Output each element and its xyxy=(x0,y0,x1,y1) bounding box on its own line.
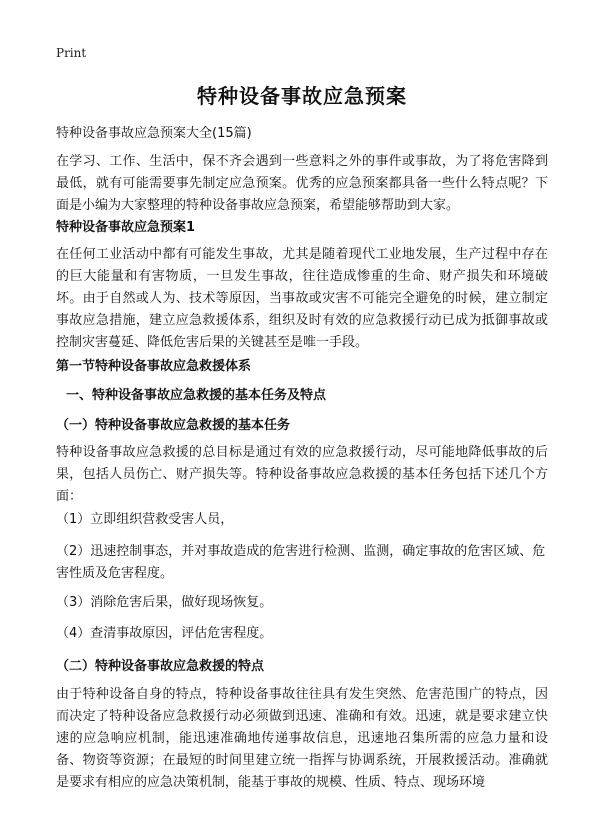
task-item-1: （1）立即组织营救受害人员， xyxy=(56,512,234,527)
subsection-heading-1: 一、特种设备事故应急救援的基本任务及特点 xyxy=(66,388,327,403)
document-title: 特种设备事故应急预案 xyxy=(197,84,407,108)
document-subtitle: 特种设备事故应急预案大全(15篇) xyxy=(56,126,252,141)
section1-paragraph: 在任何工业活动中都有可能发生事故，尤其是随着现代工业地发展，生产过程中存在的巨大能量和有害物质，一旦发生事故，往往造成惨重的生命、财产损失和环境破坏。由于自然或人为、技术等原因，当事故或灾害不可能完全避免的时候，建立制定事故应急措施，建立应急救援体系，组织及时有效的应急救援行动已成为抵御事故或控制灾害蔓延、降低危害后果的关键甚至是唯一手段。 xyxy=(56,247,548,350)
intro-paragraph: 在学习、工作、生活中，保不齐会遇到一些意料之外的事件或事故，为了将危害降到最低，就有可能需要事先制定应急预案。优秀的应急预案都具备一些什么特点呢？下面是小编为大家整理的特种设备事故应急预案，希望能够帮助到大家。 xyxy=(56,154,548,213)
task-item-3: （3）消除危害后果，做好现场恢复。 xyxy=(56,595,273,610)
task-item-4: （4）查清事故原因，评估危害程度。 xyxy=(56,626,273,641)
subsection-heading-3: （二）特种设备事故应急救援的特点 xyxy=(56,659,265,674)
task-paragraph: 特种设备事故应急救援的总目标是通过有效的应急救援行动，尽可能地降低事故的后果，包括人员伤亡、财产损失等。特种设备事故应急救援的基本任务包括下述几个方面： xyxy=(56,445,548,504)
print-label[interactable]: Print xyxy=(56,46,87,60)
chapter-heading: 第一节特种设备事故应急救援体系 xyxy=(56,359,252,374)
features-paragraph: 由于特种设备自身的特点，特种设备事故往往具有发生突然、危害范围广的特点，因而决定了特种设备应急救援行动必须做到迅速、准确和有效。迅速，就是要求建立快速的应急响应机制，能迅速准确地传递事故信息，迅速地召集所需的应急力量和设备、物资等资源；在最短的时间里建立统一指挥与协调系统，开展救援活动。准确就是要求有相应的应急决策机制，能基于事故的规模、性质、特点、现场环境 xyxy=(56,687,548,790)
task-item-2: （2）迅速控制事态，并对事故造成的危害进行检测、监测，确定事故的危害区域、危害性质及危害程度。 xyxy=(56,544,546,581)
subsection-heading-2: （一）特种设备事故应急救援的基本任务 xyxy=(56,418,291,433)
section1-heading: 特种设备事故应急预案1 xyxy=(56,220,196,235)
